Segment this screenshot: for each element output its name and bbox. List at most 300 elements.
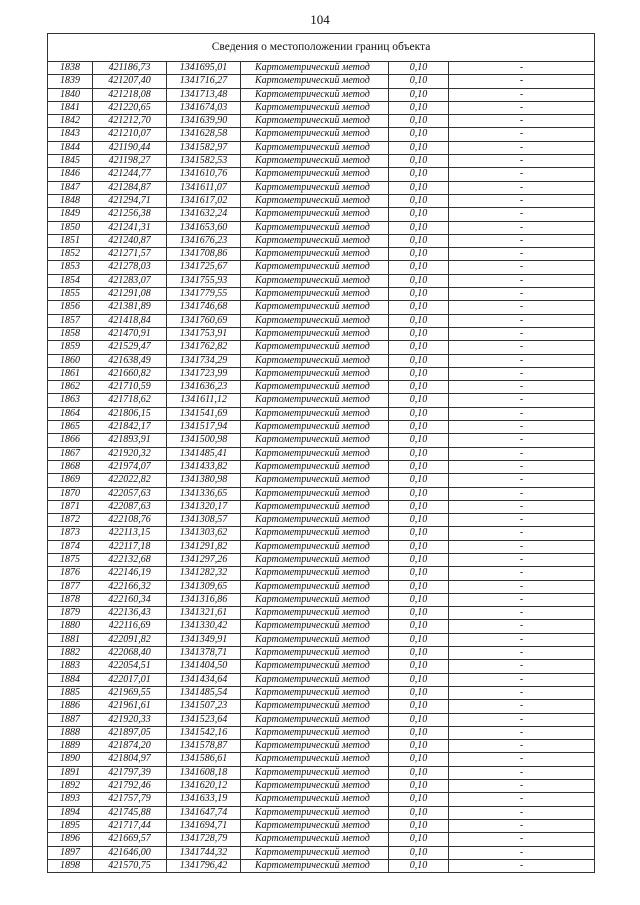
table-row bbox=[48, 527, 595, 540]
description-cell: - bbox=[449, 327, 595, 340]
description-cell: - bbox=[449, 487, 595, 500]
table-row bbox=[48, 274, 595, 287]
description-cell: - bbox=[449, 460, 595, 473]
point-number-cell: 1889 bbox=[48, 740, 93, 753]
description-cell: - bbox=[449, 700, 595, 713]
point-number-cell: 1838 bbox=[48, 62, 93, 75]
y-coordinate-cell: 1341485,41 bbox=[167, 447, 241, 460]
point-number-cell: 1842 bbox=[48, 115, 93, 128]
method-cell: Картометрический метод bbox=[241, 766, 389, 779]
method-cell: Картометрический метод bbox=[241, 846, 389, 859]
description-cell: - bbox=[449, 660, 595, 673]
description-cell: - bbox=[449, 301, 595, 314]
y-coordinate-cell: 1341507,23 bbox=[167, 700, 241, 713]
description-cell: - bbox=[449, 128, 595, 141]
point-number-cell: 1840 bbox=[48, 88, 93, 101]
description-cell: - bbox=[449, 620, 595, 633]
table-row bbox=[48, 673, 595, 686]
point-number-cell: 1839 bbox=[48, 75, 93, 88]
y-coordinate-cell: 1341725,67 bbox=[167, 261, 241, 274]
y-coordinate-cell: 1341674,03 bbox=[167, 101, 241, 114]
method-cell: Картометрический метод bbox=[241, 527, 389, 540]
method-cell: Картометрический метод bbox=[241, 647, 389, 660]
point-number-cell: 1878 bbox=[48, 593, 93, 606]
y-coordinate-cell: 1341586,61 bbox=[167, 753, 241, 766]
y-coordinate-cell: 1341713,48 bbox=[167, 88, 241, 101]
accuracy-cell: 0,10 bbox=[389, 633, 449, 646]
method-cell: Картометрический метод bbox=[241, 660, 389, 673]
method-cell: Картометрический метод bbox=[241, 367, 389, 380]
description-cell: - bbox=[449, 75, 595, 88]
x-coordinate-cell: 421218,08 bbox=[93, 88, 167, 101]
table-row bbox=[48, 726, 595, 739]
y-coordinate-cell: 1341746,68 bbox=[167, 301, 241, 314]
table-row bbox=[48, 115, 595, 128]
point-number-cell: 1870 bbox=[48, 487, 93, 500]
table-row bbox=[48, 181, 595, 194]
x-coordinate-cell: 421210,07 bbox=[93, 128, 167, 141]
accuracy-cell: 0,10 bbox=[389, 647, 449, 660]
x-coordinate-cell: 421893,91 bbox=[93, 434, 167, 447]
point-number-cell: 1886 bbox=[48, 700, 93, 713]
accuracy-cell: 0,10 bbox=[389, 248, 449, 261]
table-row bbox=[48, 607, 595, 620]
method-cell: Картометрический метод bbox=[241, 806, 389, 819]
table-row bbox=[48, 593, 595, 606]
y-coordinate-cell: 1341639,90 bbox=[167, 115, 241, 128]
point-number-cell: 1891 bbox=[48, 766, 93, 779]
point-number-cell: 1848 bbox=[48, 194, 93, 207]
page-number: 104 bbox=[310, 12, 330, 27]
point-number-cell: 1882 bbox=[48, 647, 93, 660]
y-coordinate-cell: 1341617,02 bbox=[167, 194, 241, 207]
point-number-cell: 1871 bbox=[48, 500, 93, 513]
description-cell: - bbox=[449, 421, 595, 434]
x-coordinate-cell: 421283,07 bbox=[93, 274, 167, 287]
description-cell: - bbox=[449, 780, 595, 793]
description-cell: - bbox=[449, 88, 595, 101]
point-number-cell: 1858 bbox=[48, 327, 93, 340]
point-number-cell: 1897 bbox=[48, 846, 93, 859]
y-coordinate-cell: 1341708,86 bbox=[167, 248, 241, 261]
table-row bbox=[48, 833, 595, 846]
table-row bbox=[48, 381, 595, 394]
point-number-cell: 1877 bbox=[48, 580, 93, 593]
accuracy-cell: 0,10 bbox=[389, 766, 449, 779]
accuracy-cell: 0,10 bbox=[389, 381, 449, 394]
y-coordinate-cell: 1341694,71 bbox=[167, 819, 241, 832]
description-cell: - bbox=[449, 208, 595, 221]
method-cell: Картометрический метод bbox=[241, 314, 389, 327]
accuracy-cell: 0,10 bbox=[389, 700, 449, 713]
point-number-cell: 1847 bbox=[48, 181, 93, 194]
x-coordinate-cell: 421710,59 bbox=[93, 381, 167, 394]
point-number-cell: 1883 bbox=[48, 660, 93, 673]
x-coordinate-cell: 421256,38 bbox=[93, 208, 167, 221]
x-coordinate-cell: 421804,97 bbox=[93, 753, 167, 766]
method-cell: Картометрический метод bbox=[241, 155, 389, 168]
point-number-cell: 1860 bbox=[48, 354, 93, 367]
point-number-cell: 1895 bbox=[48, 819, 93, 832]
y-coordinate-cell: 1341316,86 bbox=[167, 593, 241, 606]
y-coordinate-cell: 1341610,76 bbox=[167, 168, 241, 181]
y-coordinate-cell: 1341695,01 bbox=[167, 62, 241, 75]
point-number-cell: 1879 bbox=[48, 607, 93, 620]
method-cell: Картометрический метод bbox=[241, 75, 389, 88]
table-row bbox=[48, 354, 595, 367]
table-row bbox=[48, 846, 595, 859]
accuracy-cell: 0,10 bbox=[389, 354, 449, 367]
point-number-cell: 1854 bbox=[48, 274, 93, 287]
accuracy-cell: 0,10 bbox=[389, 301, 449, 314]
table-row bbox=[48, 540, 595, 553]
method-cell: Картометрический метод bbox=[241, 168, 389, 181]
y-coordinate-cell: 1341542,16 bbox=[167, 726, 241, 739]
y-coordinate-cell: 1341647,74 bbox=[167, 806, 241, 819]
point-number-cell: 1873 bbox=[48, 527, 93, 540]
accuracy-cell: 0,10 bbox=[389, 327, 449, 340]
accuracy-cell: 0,10 bbox=[389, 234, 449, 247]
method-cell: Картометрический метод bbox=[241, 181, 389, 194]
x-coordinate-cell: 422146,19 bbox=[93, 567, 167, 580]
point-number-cell: 1898 bbox=[48, 859, 93, 872]
table-row bbox=[48, 168, 595, 181]
x-coordinate-cell: 422017,01 bbox=[93, 673, 167, 686]
method-cell: Картометрический метод bbox=[241, 700, 389, 713]
table-row bbox=[48, 62, 595, 75]
accuracy-cell: 0,10 bbox=[389, 274, 449, 287]
table-row bbox=[48, 155, 595, 168]
method-cell: Картометрический метод bbox=[241, 434, 389, 447]
table-row bbox=[48, 367, 595, 380]
table-row bbox=[48, 248, 595, 261]
table-row bbox=[48, 713, 595, 726]
table-row bbox=[48, 101, 595, 114]
accuracy-cell: 0,10 bbox=[389, 208, 449, 221]
method-cell: Картометрический метод bbox=[241, 580, 389, 593]
description-cell: - bbox=[449, 540, 595, 553]
method-cell: Картометрический метод bbox=[241, 248, 389, 261]
table-row bbox=[48, 700, 595, 713]
description-cell: - bbox=[449, 593, 595, 606]
description-cell: - bbox=[449, 607, 595, 620]
accuracy-cell: 0,10 bbox=[389, 859, 449, 872]
point-number-cell: 1850 bbox=[48, 221, 93, 234]
x-coordinate-cell: 421974,07 bbox=[93, 460, 167, 473]
y-coordinate-cell: 1341653,60 bbox=[167, 221, 241, 234]
x-coordinate-cell: 421961,61 bbox=[93, 700, 167, 713]
y-coordinate-cell: 1341330,42 bbox=[167, 620, 241, 633]
x-coordinate-cell: 421806,15 bbox=[93, 407, 167, 420]
method-cell: Картометрический метод bbox=[241, 780, 389, 793]
y-coordinate-cell: 1341308,57 bbox=[167, 514, 241, 527]
accuracy-cell: 0,10 bbox=[389, 567, 449, 580]
description-cell: - bbox=[449, 62, 595, 75]
y-coordinate-cell: 1341336,65 bbox=[167, 487, 241, 500]
description-cell: - bbox=[449, 234, 595, 247]
point-number-cell: 1844 bbox=[48, 141, 93, 154]
accuracy-cell: 0,10 bbox=[389, 434, 449, 447]
table-row bbox=[48, 261, 595, 274]
y-coordinate-cell: 1341320,17 bbox=[167, 500, 241, 513]
description-cell: - bbox=[449, 447, 595, 460]
accuracy-cell: 0,10 bbox=[389, 686, 449, 699]
y-coordinate-cell: 1341762,82 bbox=[167, 341, 241, 354]
y-coordinate-cell: 1341404,50 bbox=[167, 660, 241, 673]
accuracy-cell: 0,10 bbox=[389, 833, 449, 846]
accuracy-cell: 0,10 bbox=[389, 141, 449, 154]
point-number-cell: 1867 bbox=[48, 447, 93, 460]
point-number-cell: 1894 bbox=[48, 806, 93, 819]
description-cell: - bbox=[449, 553, 595, 566]
accuracy-cell: 0,10 bbox=[389, 740, 449, 753]
y-coordinate-cell: 1341753,91 bbox=[167, 327, 241, 340]
x-coordinate-cell: 421220,65 bbox=[93, 101, 167, 114]
description-cell: - bbox=[449, 354, 595, 367]
accuracy-cell: 0,10 bbox=[389, 580, 449, 593]
accuracy-cell: 0,10 bbox=[389, 394, 449, 407]
x-coordinate-cell: 421212,70 bbox=[93, 115, 167, 128]
point-number-cell: 1864 bbox=[48, 407, 93, 420]
method-cell: Картометрический метод bbox=[241, 540, 389, 553]
y-coordinate-cell: 1341744,32 bbox=[167, 846, 241, 859]
description-cell: - bbox=[449, 248, 595, 261]
method-cell: Картометрический метод bbox=[241, 407, 389, 420]
description-cell: - bbox=[449, 766, 595, 779]
accuracy-cell: 0,10 bbox=[389, 846, 449, 859]
y-coordinate-cell: 1341611,07 bbox=[167, 181, 241, 194]
x-coordinate-cell: 421190,44 bbox=[93, 141, 167, 154]
table-row bbox=[48, 194, 595, 207]
table-row bbox=[48, 567, 595, 580]
accuracy-cell: 0,10 bbox=[389, 540, 449, 553]
description-cell: - bbox=[449, 394, 595, 407]
point-number-cell: 1841 bbox=[48, 101, 93, 114]
method-cell: Картометрический метод bbox=[241, 234, 389, 247]
description-cell: - bbox=[449, 194, 595, 207]
description-cell: - bbox=[449, 819, 595, 832]
x-coordinate-cell: 422117,18 bbox=[93, 540, 167, 553]
description-cell: - bbox=[449, 288, 595, 301]
accuracy-cell: 0,10 bbox=[389, 288, 449, 301]
x-coordinate-cell: 422132,68 bbox=[93, 553, 167, 566]
x-coordinate-cell: 421646,00 bbox=[93, 846, 167, 859]
x-coordinate-cell: 422160,34 bbox=[93, 593, 167, 606]
x-coordinate-cell: 421271,57 bbox=[93, 248, 167, 261]
description-cell: - bbox=[449, 567, 595, 580]
method-cell: Картометрический метод bbox=[241, 833, 389, 846]
method-cell: Картометрический метод bbox=[241, 354, 389, 367]
point-number-cell: 1885 bbox=[48, 686, 93, 699]
point-number-cell: 1849 bbox=[48, 208, 93, 221]
x-coordinate-cell: 421717,44 bbox=[93, 819, 167, 832]
method-cell: Картометрический метод bbox=[241, 288, 389, 301]
description-cell: - bbox=[449, 168, 595, 181]
x-coordinate-cell: 422022,82 bbox=[93, 474, 167, 487]
x-coordinate-cell: 421792,46 bbox=[93, 780, 167, 793]
table-row bbox=[48, 766, 595, 779]
x-coordinate-cell: 421241,31 bbox=[93, 221, 167, 234]
point-number-cell: 1880 bbox=[48, 620, 93, 633]
accuracy-cell: 0,10 bbox=[389, 75, 449, 88]
method-cell: Картометрический метод bbox=[241, 381, 389, 394]
method-cell: Картометрический метод bbox=[241, 673, 389, 686]
method-cell: Картометрический метод bbox=[241, 713, 389, 726]
method-cell: Картометрический метод bbox=[241, 633, 389, 646]
x-coordinate-cell: 421294,71 bbox=[93, 194, 167, 207]
table-title: Сведения о местоположении границ объекта bbox=[48, 34, 595, 62]
table-row bbox=[48, 421, 595, 434]
accuracy-cell: 0,10 bbox=[389, 500, 449, 513]
y-coordinate-cell: 1341676,23 bbox=[167, 234, 241, 247]
y-coordinate-cell: 1341755,93 bbox=[167, 274, 241, 287]
y-coordinate-cell: 1341620,12 bbox=[167, 780, 241, 793]
method-cell: Картометрический метод bbox=[241, 101, 389, 114]
point-number-cell: 1884 bbox=[48, 673, 93, 686]
method-cell: Картометрический метод bbox=[241, 487, 389, 500]
description-cell: - bbox=[449, 713, 595, 726]
y-coordinate-cell: 1341321,61 bbox=[167, 607, 241, 620]
table-row bbox=[48, 314, 595, 327]
accuracy-cell: 0,10 bbox=[389, 780, 449, 793]
table-title-row bbox=[48, 34, 595, 62]
accuracy-cell: 0,10 bbox=[389, 487, 449, 500]
table-row bbox=[48, 341, 595, 354]
table-row bbox=[48, 301, 595, 314]
description-cell: - bbox=[449, 101, 595, 114]
table-row bbox=[48, 740, 595, 753]
y-coordinate-cell: 1341633,19 bbox=[167, 793, 241, 806]
point-number-cell: 1866 bbox=[48, 434, 93, 447]
point-number-cell: 1869 bbox=[48, 474, 93, 487]
accuracy-cell: 0,10 bbox=[389, 314, 449, 327]
accuracy-cell: 0,10 bbox=[389, 620, 449, 633]
table-row bbox=[48, 553, 595, 566]
accuracy-cell: 0,10 bbox=[389, 713, 449, 726]
accuracy-cell: 0,10 bbox=[389, 660, 449, 673]
description-cell: - bbox=[449, 673, 595, 686]
accuracy-cell: 0,10 bbox=[389, 341, 449, 354]
method-cell: Картометрический метод bbox=[241, 819, 389, 832]
method-cell: Картометрический метод bbox=[241, 128, 389, 141]
table-row bbox=[48, 434, 595, 447]
table-row bbox=[48, 141, 595, 154]
y-coordinate-cell: 1341309,65 bbox=[167, 580, 241, 593]
y-coordinate-cell: 1341632,24 bbox=[167, 208, 241, 221]
x-coordinate-cell: 421638,49 bbox=[93, 354, 167, 367]
y-coordinate-cell: 1341728,79 bbox=[167, 833, 241, 846]
description-cell: - bbox=[449, 527, 595, 540]
point-number-cell: 1888 bbox=[48, 726, 93, 739]
x-coordinate-cell: 421920,33 bbox=[93, 713, 167, 726]
table-row bbox=[48, 128, 595, 141]
table-row bbox=[48, 753, 595, 766]
y-coordinate-cell: 1341541,69 bbox=[167, 407, 241, 420]
y-coordinate-cell: 1341303,62 bbox=[167, 527, 241, 540]
table-row bbox=[48, 647, 595, 660]
point-number-cell: 1881 bbox=[48, 633, 93, 646]
method-cell: Картометрический метод bbox=[241, 514, 389, 527]
method-cell: Картометрический метод bbox=[241, 553, 389, 566]
method-cell: Картометрический метод bbox=[241, 208, 389, 221]
point-number-cell: 1887 bbox=[48, 713, 93, 726]
point-number-cell: 1857 bbox=[48, 314, 93, 327]
accuracy-cell: 0,10 bbox=[389, 62, 449, 75]
accuracy-cell: 0,10 bbox=[389, 407, 449, 420]
description-cell: - bbox=[449, 793, 595, 806]
y-coordinate-cell: 1341517,94 bbox=[167, 421, 241, 434]
y-coordinate-cell: 1341779,55 bbox=[167, 288, 241, 301]
point-number-cell: 1865 bbox=[48, 421, 93, 434]
accuracy-cell: 0,10 bbox=[389, 806, 449, 819]
description-cell: - bbox=[449, 155, 595, 168]
x-coordinate-cell: 422087,63 bbox=[93, 500, 167, 513]
method-cell: Картометрический метод bbox=[241, 686, 389, 699]
table-row bbox=[48, 474, 595, 487]
y-coordinate-cell: 1341611,12 bbox=[167, 394, 241, 407]
x-coordinate-cell: 421240,87 bbox=[93, 234, 167, 247]
table-row bbox=[48, 460, 595, 473]
method-cell: Картометрический метод bbox=[241, 274, 389, 287]
table-row bbox=[48, 780, 595, 793]
description-cell: - bbox=[449, 514, 595, 527]
method-cell: Картометрический метод bbox=[241, 753, 389, 766]
method-cell: Картометрический метод bbox=[241, 301, 389, 314]
accuracy-cell: 0,10 bbox=[389, 194, 449, 207]
method-cell: Картометрический метод bbox=[241, 593, 389, 606]
y-coordinate-cell: 1341500,98 bbox=[167, 434, 241, 447]
point-number-cell: 1896 bbox=[48, 833, 93, 846]
x-coordinate-cell: 421186,73 bbox=[93, 62, 167, 75]
description-cell: - bbox=[449, 474, 595, 487]
x-coordinate-cell: 421381,89 bbox=[93, 301, 167, 314]
y-coordinate-cell: 1341716,27 bbox=[167, 75, 241, 88]
x-coordinate-cell: 421897,05 bbox=[93, 726, 167, 739]
x-coordinate-cell: 421920,32 bbox=[93, 447, 167, 460]
point-number-cell: 1852 bbox=[48, 248, 93, 261]
description-cell: - bbox=[449, 115, 595, 128]
x-coordinate-cell: 421470,91 bbox=[93, 327, 167, 340]
table-row bbox=[48, 327, 595, 340]
description-cell: - bbox=[449, 141, 595, 154]
description-cell: - bbox=[449, 806, 595, 819]
y-coordinate-cell: 1341723,99 bbox=[167, 367, 241, 380]
x-coordinate-cell: 422057,63 bbox=[93, 487, 167, 500]
table-row bbox=[48, 447, 595, 460]
description-cell: - bbox=[449, 647, 595, 660]
x-coordinate-cell: 422054,51 bbox=[93, 660, 167, 673]
table-row bbox=[48, 806, 595, 819]
accuracy-cell: 0,10 bbox=[389, 753, 449, 766]
x-coordinate-cell: 421418,84 bbox=[93, 314, 167, 327]
method-cell: Картометрический метод bbox=[241, 620, 389, 633]
x-coordinate-cell: 422113,15 bbox=[93, 527, 167, 540]
table-row bbox=[48, 660, 595, 673]
accuracy-cell: 0,10 bbox=[389, 514, 449, 527]
table-row bbox=[48, 793, 595, 806]
y-coordinate-cell: 1341523,64 bbox=[167, 713, 241, 726]
table-row bbox=[48, 500, 595, 513]
accuracy-cell: 0,10 bbox=[389, 115, 449, 128]
table-row bbox=[48, 208, 595, 221]
point-number-cell: 1862 bbox=[48, 381, 93, 394]
description-cell: - bbox=[449, 274, 595, 287]
description-cell: - bbox=[449, 846, 595, 859]
y-coordinate-cell: 1341485,54 bbox=[167, 686, 241, 699]
x-coordinate-cell: 421718,62 bbox=[93, 394, 167, 407]
accuracy-cell: 0,10 bbox=[389, 593, 449, 606]
x-coordinate-cell: 421529,47 bbox=[93, 341, 167, 354]
